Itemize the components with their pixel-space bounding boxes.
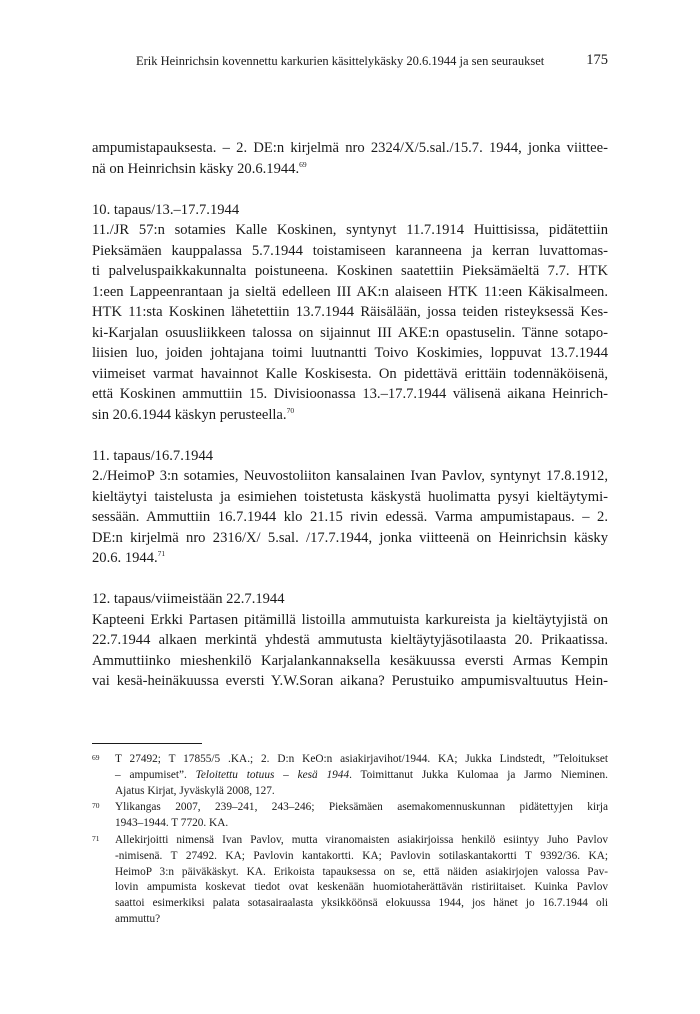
footnote-70 (92, 800, 608, 832)
text-line: ampumistapauksesta. – 2. DE:n kirjelmä nro 2324/X/5.sal./15.7. 1944, jonka viittee- (92, 140, 608, 156)
footnote-italic-title: Teloitettu totuus – kesä 1944 (195, 768, 350, 781)
page-number: 175 (586, 52, 608, 68)
footnote-line: Ylikangas 2007, 239–241, 243–246; Pieksämäen asemakomennuskunnan pidätettyjen kirja (115, 801, 608, 814)
footnote-line: Allekirjoitti nimensä Ivan Pavlov, mutta viranomaisten asiakirjoissa henkilö esiintyy Juho Pavlov (115, 833, 608, 846)
text-line: 22.7.1944 alkaen merkintä yhdestä ammutusta kieltäytyjäsotilaasta 20. Prikaatissa. (92, 632, 608, 648)
text-line: ki-Karjalan osuusliikkeen talossa on sijainnut III AKE:n opastuselin. Tänne sotapo- (92, 324, 608, 341)
case-12-heading: 12. tapaus/viimeistään 22.7.1944 (92, 591, 285, 607)
text-line: että Koskinen ammuttiin 15. Divisioonassa 13.–17.7.1944 välisenä aikana Heinrich- (92, 386, 608, 402)
text-line: DE:n kirjelmä nro 2316/X/ 5.sal. /17.7.1944, jonka viitteenä on Heinrichsin käsky (92, 529, 608, 546)
footnote-mark: 69 (92, 753, 100, 762)
text-line: 2./HeimoP 3:n sotamies, Neuvostoliiton kansalainen Ivan Pavlov, syntynyt 17.8.1912, (92, 468, 608, 484)
footnote-69 (92, 752, 608, 799)
footnote-text: . Toimittanut Jukka Kulomaa ja Jarmo Nieminen. (349, 768, 608, 781)
text-line-content: sin 20.6.1944 käskyn perusteella. (92, 406, 287, 423)
text-line: Kapteeni Erkki Partasen pitämillä listoilla ammutuista karkureista ja kieltäytyjistä on (92, 611, 608, 628)
text-line: kieltäytyi taistelusta ja esimiehen toistetusta käskystä huolimatta pysyi kieltäytymi- (92, 488, 608, 505)
footnotes (92, 752, 608, 929)
footnote-ref-71[interactable]: 71 (157, 549, 166, 558)
text-line-content: nä on Heinrichsin käsky 20.6.1944. (92, 160, 300, 177)
footnote-line: HeimoP 3:n päiväkäskyt. KA. Erikoista tapauksessa on se, että näiden asiakirjojen valossa Pav- (115, 865, 608, 878)
text-line: viimeiset varmat havainnot Kalle Koskisesta. On pidettävä erittäin todennäköisenä, (92, 365, 608, 382)
text-line: HTK 11:sta Koskinen lähetettiin 13.7.1944 Räisälään, jossa teiden risteyksessä Kes- (92, 304, 608, 320)
text-line (92, 548, 608, 569)
footnote-ref-69[interactable]: 69 (299, 159, 307, 169)
text-line-content: 20.6. 1944. (92, 550, 158, 566)
text-line (92, 405, 608, 426)
text-line: ti palveluspaikkakunnalta poistuneena. Koskinen saatettiin Pieksämäeltä 7.7. HTK (92, 263, 608, 279)
text-line: sessään. Ammuttiin 16.7.1944 klo 21.15 rivin edessä. Varma ampumistapaus. – 2. (92, 509, 608, 525)
text-line: Pieksämäen kauppalassa 5.7.1944 toistamiseen karanneena ja kerran luvattomas- (92, 242, 608, 259)
text-line: Ammuttiinko mieshenkilö Karjalankannaksella kesäkuussa eversti Armas Kempin (92, 652, 608, 669)
case-10-paragraph (92, 220, 608, 425)
footnote-line: T 27492; T 17855/5 .KA.; 2. D:n KeO:n asiakirjavihot/1944. KA; Jukka Lindstedt, ”Teloitukset (115, 753, 608, 765)
footnote-line: Ajatus Kirjat, Jyväskylä 2008, 127. (115, 784, 275, 797)
footnote-line (115, 768, 608, 784)
running-title: Erik Heinrichsin kovennettu karkurien käsittelykäsky 20.6.1944 ja sen seuraukset (136, 54, 545, 68)
case-11-heading: 11. tapaus/16.7.1944 (92, 447, 214, 464)
document-page (92, 0, 608, 1014)
paragraph-continuation (92, 138, 608, 179)
case-12-paragraph (92, 610, 608, 692)
footnote-mark: 70 (92, 801, 100, 811)
text-line (92, 159, 608, 180)
text-line: liisien luo, joiden johtajana toimi luutnantti Toivo Koskimies, loppuvat 13.7.1944 (92, 345, 608, 361)
footnote-71 (92, 833, 608, 928)
text-line: 1:een Lappeenrantaan ja sieltä edelleen III AK:n alaiseen HTK 11:een Käkisalmeen. (92, 283, 608, 300)
footnote-line: -nimisenä. T 27492. KA; Pavlovin kantakortti. KA; Pavlovin sotilaskantakortti T 9392/36. KA; (115, 849, 608, 862)
footnote-separator (92, 743, 202, 744)
footnote-line: lovin ampumista koskevat tiedot ovat keskenään huomiotaherättävän ristiriitaiset. Kuinka Pavlov (115, 881, 608, 894)
text-line: vai kesä-heinäkuussa eversti Y.W.Soran aikana? Perustuiko ampumisvaltuutus Hein- (92, 673, 608, 689)
footnote-text: – ampumiset”. (115, 768, 196, 781)
case-10-heading: 10. tapaus/13.–17.7.1944 (92, 201, 240, 218)
footnote-line: ammuttu? (115, 912, 161, 925)
footnote-mark: 71 (92, 833, 100, 843)
text-line: 11./JR 57:n sotamies Kalle Koskinen, syntynyt 11.7.1914 Huittisissa, pidätettiin (92, 222, 608, 238)
footnote-line: 1943–1944. T 7720. KA. (115, 817, 229, 830)
footnote-ref-70[interactable]: 70 (286, 405, 295, 415)
case-11-paragraph (92, 466, 608, 569)
footnote-line: saattoi esimerkiksi palata sotasairaalasta yksikköönsä elokuussa 1944, jos hänet jo 16.7.1944 oli (115, 897, 608, 910)
body-text (92, 138, 608, 692)
